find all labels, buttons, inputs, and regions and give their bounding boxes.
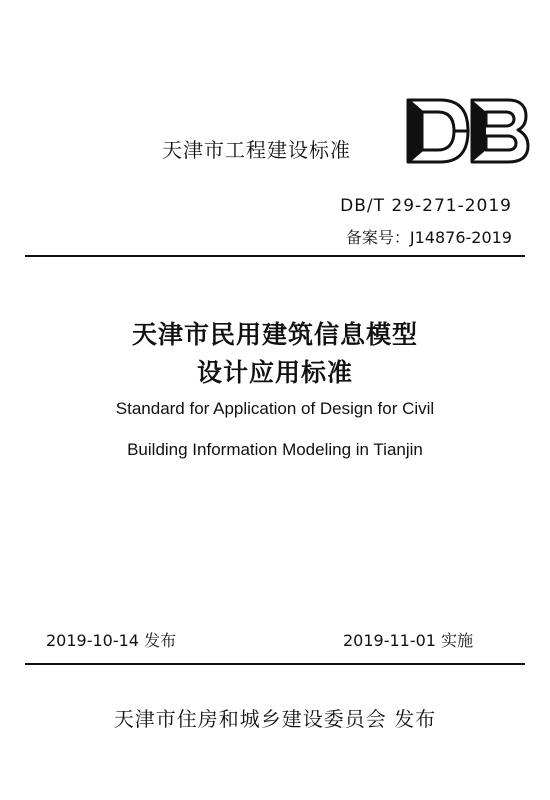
title-en-line1: Standard for Application of Design for Civil	[115, 399, 435, 418]
title-en-line2: Building Information Modeling in Tianjin	[127, 440, 423, 459]
record-number: 备案号：J14876-2019	[345, 228, 512, 247]
db-logo	[404, 96, 532, 166]
title-cn-line2: 设计应用标准	[196, 358, 353, 387]
top-divider	[25, 255, 525, 257]
standard-code: DB/T 29-271-2019	[340, 196, 512, 216]
series-title: 天津市工程建设标准	[162, 138, 351, 162]
title-cn-line1: 天津市民用建筑信息模型	[131, 320, 418, 349]
issuer: 天津市住房和城乡建设委员会 发布	[113, 707, 437, 731]
issue-date: 2019-10-14 发布	[46, 631, 177, 650]
bottom-divider	[25, 663, 525, 665]
implementation-date: 2019-11-01 实施	[343, 631, 474, 650]
